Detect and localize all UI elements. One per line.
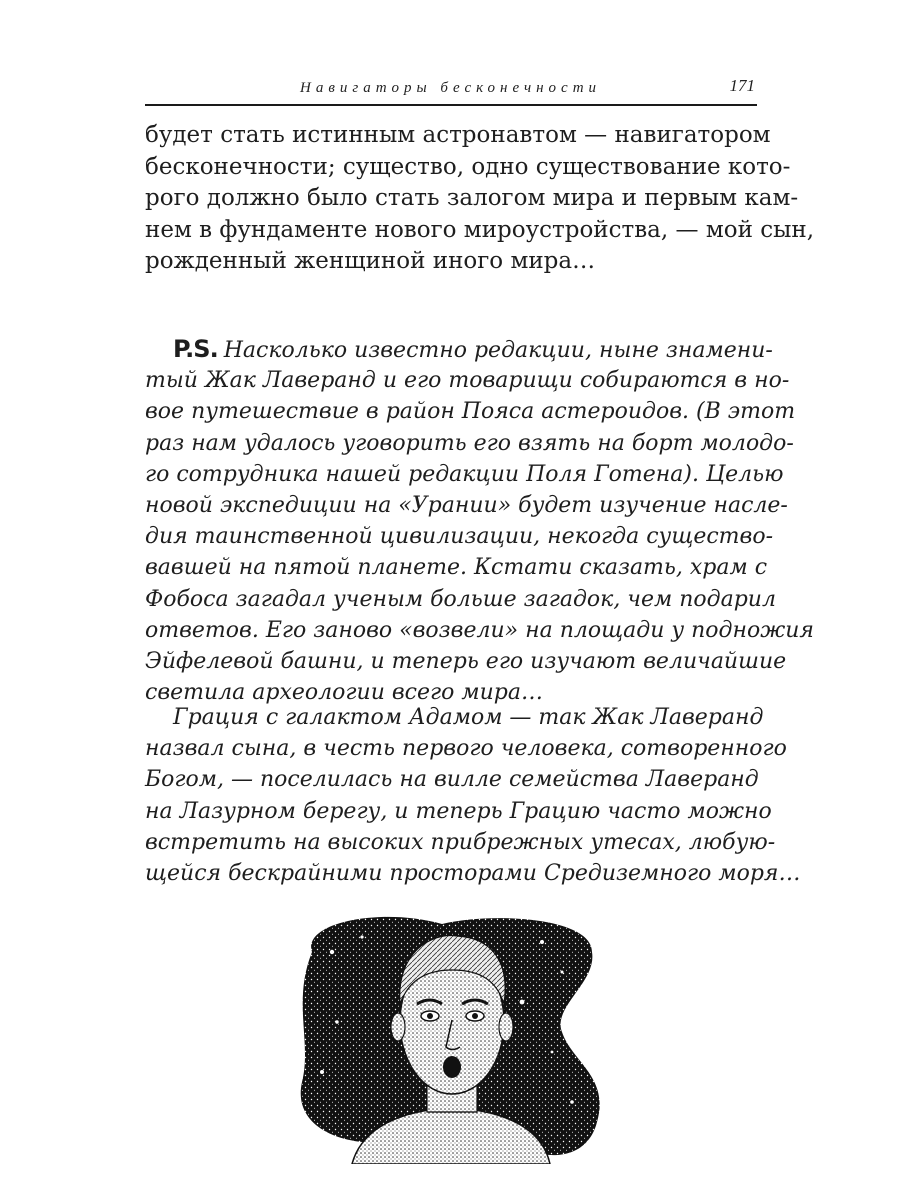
- text-line: встретить на высоких прибрежных утесах, любую-: [145, 829, 776, 855]
- text-line: будет стать истинным астронавтом — навигатором: [145, 122, 771, 148]
- closing-paragraph: [145, 702, 801, 889]
- text-line: ответов. Его заново «возвели» на площади у подножия: [145, 617, 814, 643]
- text-line: нем в фундаменте нового мироустройства, — мой сын,: [145, 216, 815, 243]
- text-line: назвал сына, в честь первого человека, сотворенного: [145, 736, 787, 762]
- text-line: вое путешествие в район Пояса астероидов. (В этот: [145, 399, 796, 425]
- text-line: дия таинственной цивилизации, некогда существо-: [145, 524, 774, 550]
- intro-paragraph: [145, 120, 815, 278]
- text-line: тый Жак Лаверанд и его товарищи собираются в но-: [145, 368, 790, 394]
- text-line: Грация с галактом Адамом — так Жак Лаверанд: [173, 705, 764, 730]
- text-line: го сотрудника нашей редакции Поля Готена). Целью: [145, 461, 784, 487]
- text-line: Эйфелевой башни, и теперь его изучают величайшие: [145, 648, 787, 674]
- astronaut-portrait-illustration: [292, 912, 610, 1164]
- ps-first-line-text: Насколько известно редакции, ныне знамени-: [223, 338, 773, 363]
- text-line: [145, 334, 773, 365]
- text-line: вавшей на пятой планете. Кстати сказать, храм с: [145, 555, 768, 581]
- text-line: на Лазурном берегу, и теперь Грацию часто можно: [145, 798, 772, 824]
- postscript-paragraph: [145, 334, 814, 708]
- text-line: бесконечности; существо, одно существование кото-: [145, 153, 791, 180]
- text-line: рого должно было стать залогом мира и первым кам-: [145, 185, 799, 212]
- text-line: рожденный женщиной иного мира…: [145, 248, 596, 275]
- ps-mark: P.S.: [173, 335, 218, 363]
- text-line: Фобоса загадал ученым больше загадок, чем подарил: [145, 586, 776, 612]
- running-title: Навигаторы бесконечности: [300, 80, 602, 96]
- text-line: светила археологии всего мира…: [145, 680, 543, 706]
- text-line: новой экспедиции на «Урании» будет изучение насле-: [145, 492, 788, 518]
- text-line: Богом, — поселилась на вилле семейства Лаверанд: [145, 767, 759, 793]
- mouth: [443, 1056, 461, 1078]
- text-line: щейся бескрайними просторами Средиземного моря…: [145, 860, 801, 886]
- running-header: [145, 72, 757, 106]
- text-line: раз нам удалось уговорить его взять на борт молодо-: [145, 430, 794, 456]
- page-number: 171: [729, 76, 755, 95]
